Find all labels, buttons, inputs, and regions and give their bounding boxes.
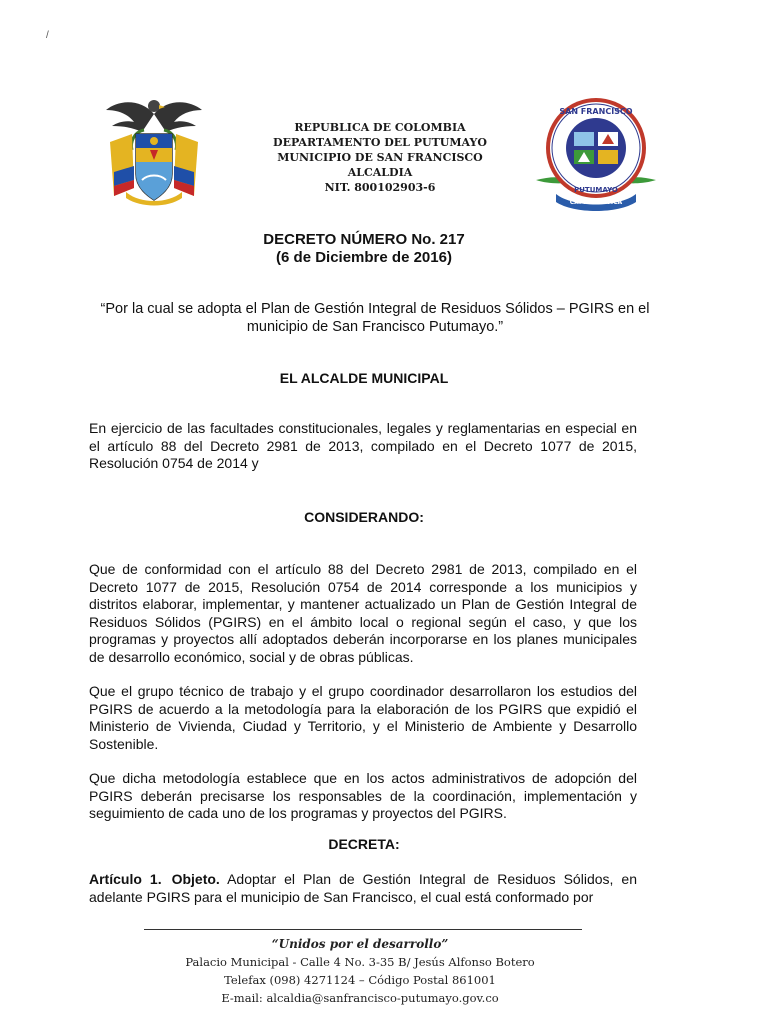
decree-title [0, 231, 728, 267]
footer-phone: Telefax (098) 4271124 – Código Postal 861001 [224, 973, 496, 987]
footer-motto: “Unidos por el desarrollo” [271, 937, 449, 951]
coat-of-arms-icon [104, 92, 204, 208]
seal-top-text: SAN FRANCISCO [559, 107, 633, 116]
condor-head [148, 100, 160, 112]
seal-center [566, 118, 626, 178]
letterhead-office: ALCALDIA [347, 166, 413, 179]
footer-divider [144, 929, 582, 930]
considerando-paragraph-3: Que dicha metodología establece que en los actos administrativos de adopción del PGIRS deberán precisarse los responsables de la coordinación, implementación y seguimiento de cada uno de los programas y proyectos del PGIRS. [89, 770, 637, 821]
letterhead [230, 120, 530, 195]
article-text: Adoptar el Plan de Gestión Integral de Residuos Sólidos, en adelante PGIRS para el municipio de San Francisco, el cual está conformado por [89, 871, 637, 905]
letterhead-municipality: MUNICIPIO DE SAN FRANCISCO [277, 151, 483, 164]
article-title: Objeto. [171, 871, 220, 887]
seal-bottom-text: PUTUMAYO [574, 186, 618, 194]
article-label: Artículo 1. [89, 871, 162, 887]
exercise-paragraph: En ejercicio de las facultades constitucionales, legales y reglamentarias en especial en el artículo 88 del Decreto 2981 de 2013, compilado en el Decreto 1077 de 2015, Resolución 0754 de 2014 y [89, 420, 637, 471]
condor-wing-left [106, 102, 154, 132]
footer-email: E-mail: alcaldia@sanfrancisco-putumayo.gov.co [221, 991, 499, 1005]
municipal-seal-icon [534, 92, 658, 212]
decree-date: (6 de Diciembre de 2016) [276, 249, 452, 266]
seal-ribbon-text: CAPITAL CIVICA [569, 199, 623, 206]
page-footer [150, 935, 570, 1007]
letterhead-department: DEPARTAMENTO DEL PUTUMAYO [273, 136, 487, 149]
considerando-paragraph-1: Que de conformidad con el artículo 88 del Decreto 2981 de 2013, compilado en el Decreto 1077 de 2015, Resolución 0754 de 2014 corresponde a los municipios y distritos elaborar, implementar, y mantener actualizado un Plan de Gestión Integral de Residuos Sólidos (PGIRS) en el ámbito local o regional según el caso, y que los programas y proyectos allí adoptados deberán incorporarse en los planes municipales de desarrollo económico, social y de obras públicas. [89, 561, 637, 665]
footer-address: Palacio Municipal - Calle 4 No. 3-35 B/ Jesús Alfonso Botero [185, 955, 535, 969]
considerando-paragraph-2: Que el grupo técnico de trabajo y el grupo coordinador desarrollaron los estudios del PGIRS de acuerdo a la metodología para la elaboración de los PGIRS que expidió el Ministerio de Vivienda, Ciudad y Territorio, y el Ministerio de Ambiente y Desarrollo Sostenible. [89, 683, 637, 752]
letterhead-nit: NIT. 800102903-6 [324, 181, 436, 194]
decreta-heading: DECRETA: [328, 836, 400, 852]
issuing-authority: EL ALCALDE MUNICIPAL [279, 370, 449, 386]
scan-mark: / [46, 30, 49, 41]
letterhead-country: REPUBLICA DE COLOMBIA [294, 121, 466, 134]
decree-purpose: “Por la cual se adopta el Plan de Gestión Integral de Residuos Sólidos – PGIRS en el municipio de San Francisco Putumayo.” [100, 301, 650, 335]
decree-number: DECRETO NÚMERO No. 217 [263, 231, 465, 248]
considerando-heading: CONSIDERANDO: [304, 509, 424, 525]
article-1-paragraph [89, 871, 637, 906]
